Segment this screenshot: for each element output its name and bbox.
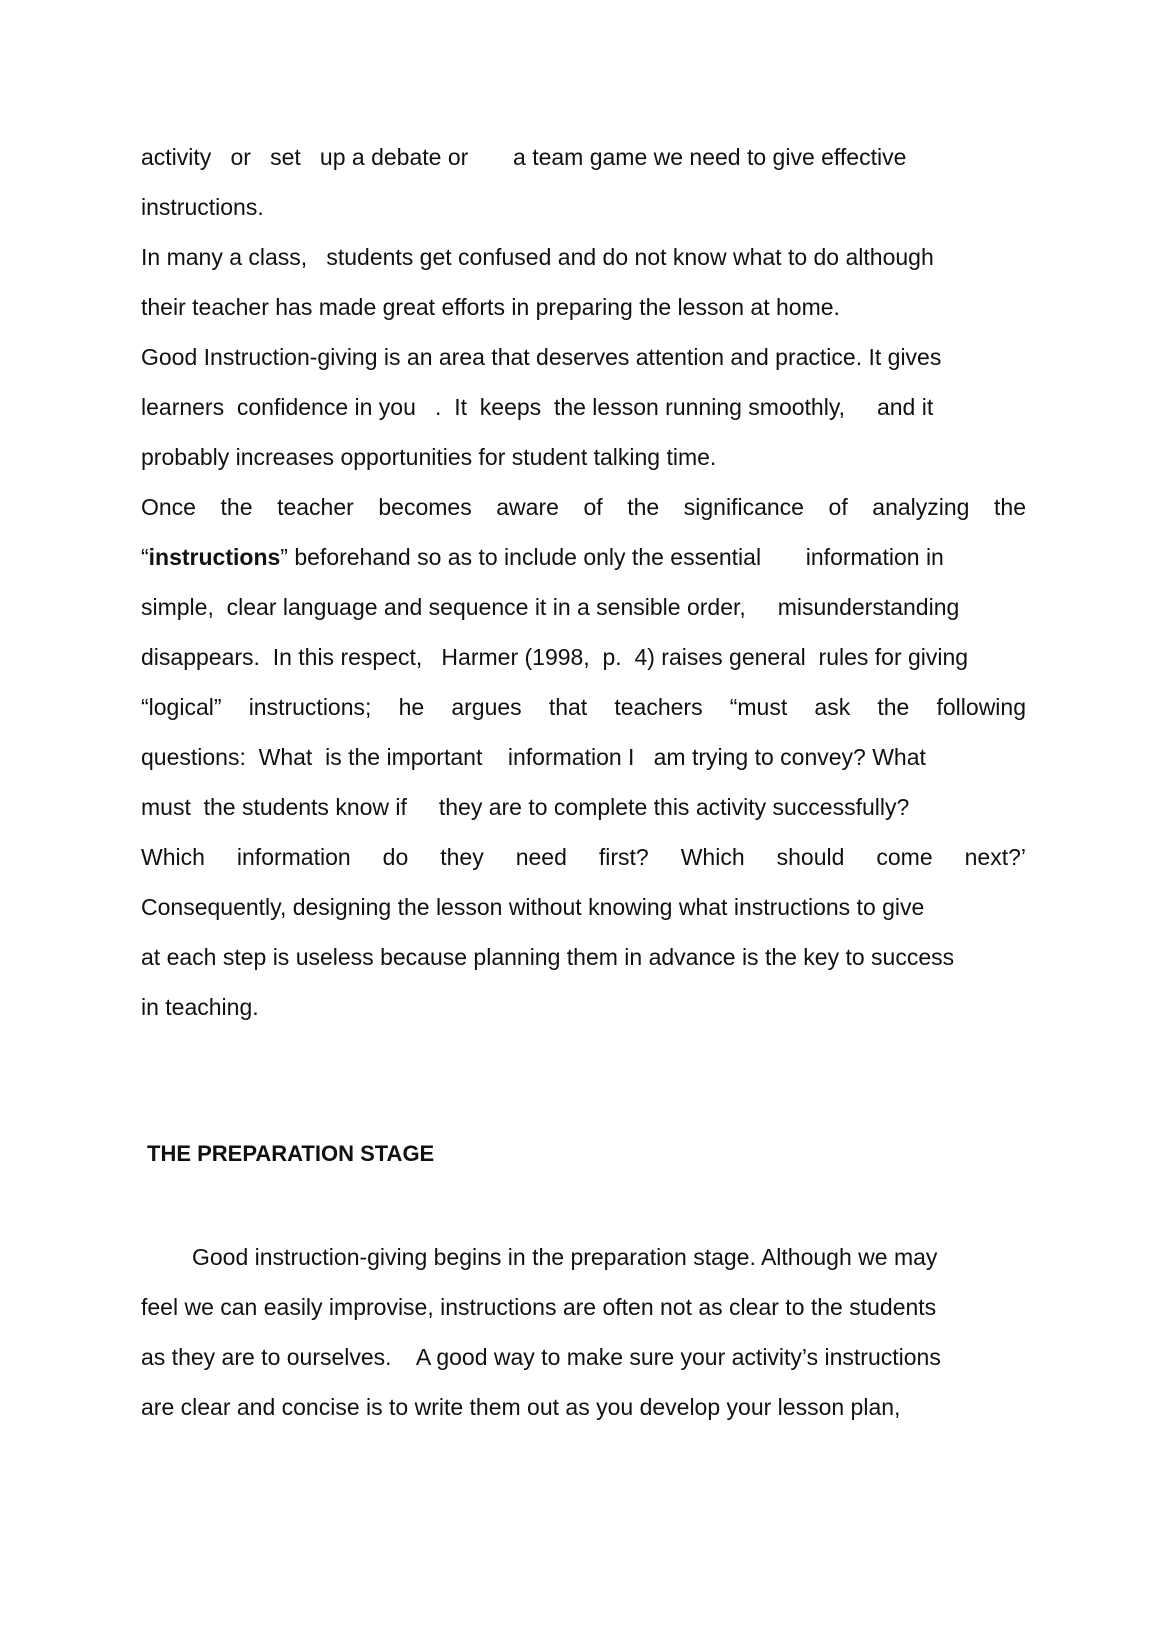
body-line-2: instructions.	[141, 194, 264, 220]
body-line-11: disappears. In this respect, Harmer (1998, p. 4) raises general rules for giving	[141, 644, 969, 670]
open-quote: “	[141, 544, 149, 570]
section-line-4: are clear and concise is to write them out as you develop your lesson plan,	[141, 1394, 901, 1420]
section-line-2: feel we can easily improvise, instructions are often not as clear to the students	[141, 1294, 937, 1320]
body-line-3: In many a class, students get confused and do not know what to do although	[141, 244, 934, 270]
body-line-18: in teaching.	[141, 994, 259, 1020]
body-line-9	[141, 542, 1026, 572]
section-line-3: as they are to ourselves. A good way to make sure your activity’s instructions	[141, 1344, 941, 1370]
body-line-10: simple, clear language and sequence it in a sensible order, misunderstanding	[141, 594, 960, 620]
bold-term-instructions: instructions	[148, 544, 281, 570]
section-line-1: Good instruction-giving begins in the preparation stage. Although we may	[192, 1244, 938, 1270]
body-line-8: Once the teacher becomes aware of the significance of analyzing the	[141, 494, 1026, 520]
body-line-13: questions: What is the important information I am trying to convey? What	[141, 744, 926, 770]
body-line-15: Which information do they need first? Which should come next?’	[141, 844, 1026, 870]
body-line-9-rest: ” beforehand so as to include only the essential information in	[280, 544, 944, 570]
body-line-4: their teacher has made great efforts in preparing the lesson at home.	[141, 294, 840, 320]
body-line-7: probably increases opportunities for student talking time.	[141, 444, 717, 470]
body-line-6: learners confidence in you . It keeps the lesson running smoothly, and it	[141, 394, 934, 420]
body-line-12: “logical” instructions; he argues that teachers “must ask the following	[141, 694, 1026, 720]
body-line-14: must the students know if they are to complete this activity successfully?	[141, 794, 910, 820]
section-heading: THE PREPARATION STAGE	[147, 1141, 435, 1166]
body-line-16: Consequently, designing the lesson without knowing what instructions to give	[141, 894, 925, 920]
body-line-5: Good Instruction-giving is an area that deserves attention and practice. It gives	[141, 344, 942, 370]
body-line-1: activity or set up a debate or a team game we need to give effective	[141, 144, 907, 170]
body-line-17: at each step is useless because planning them in advance is the key to success	[141, 944, 955, 970]
